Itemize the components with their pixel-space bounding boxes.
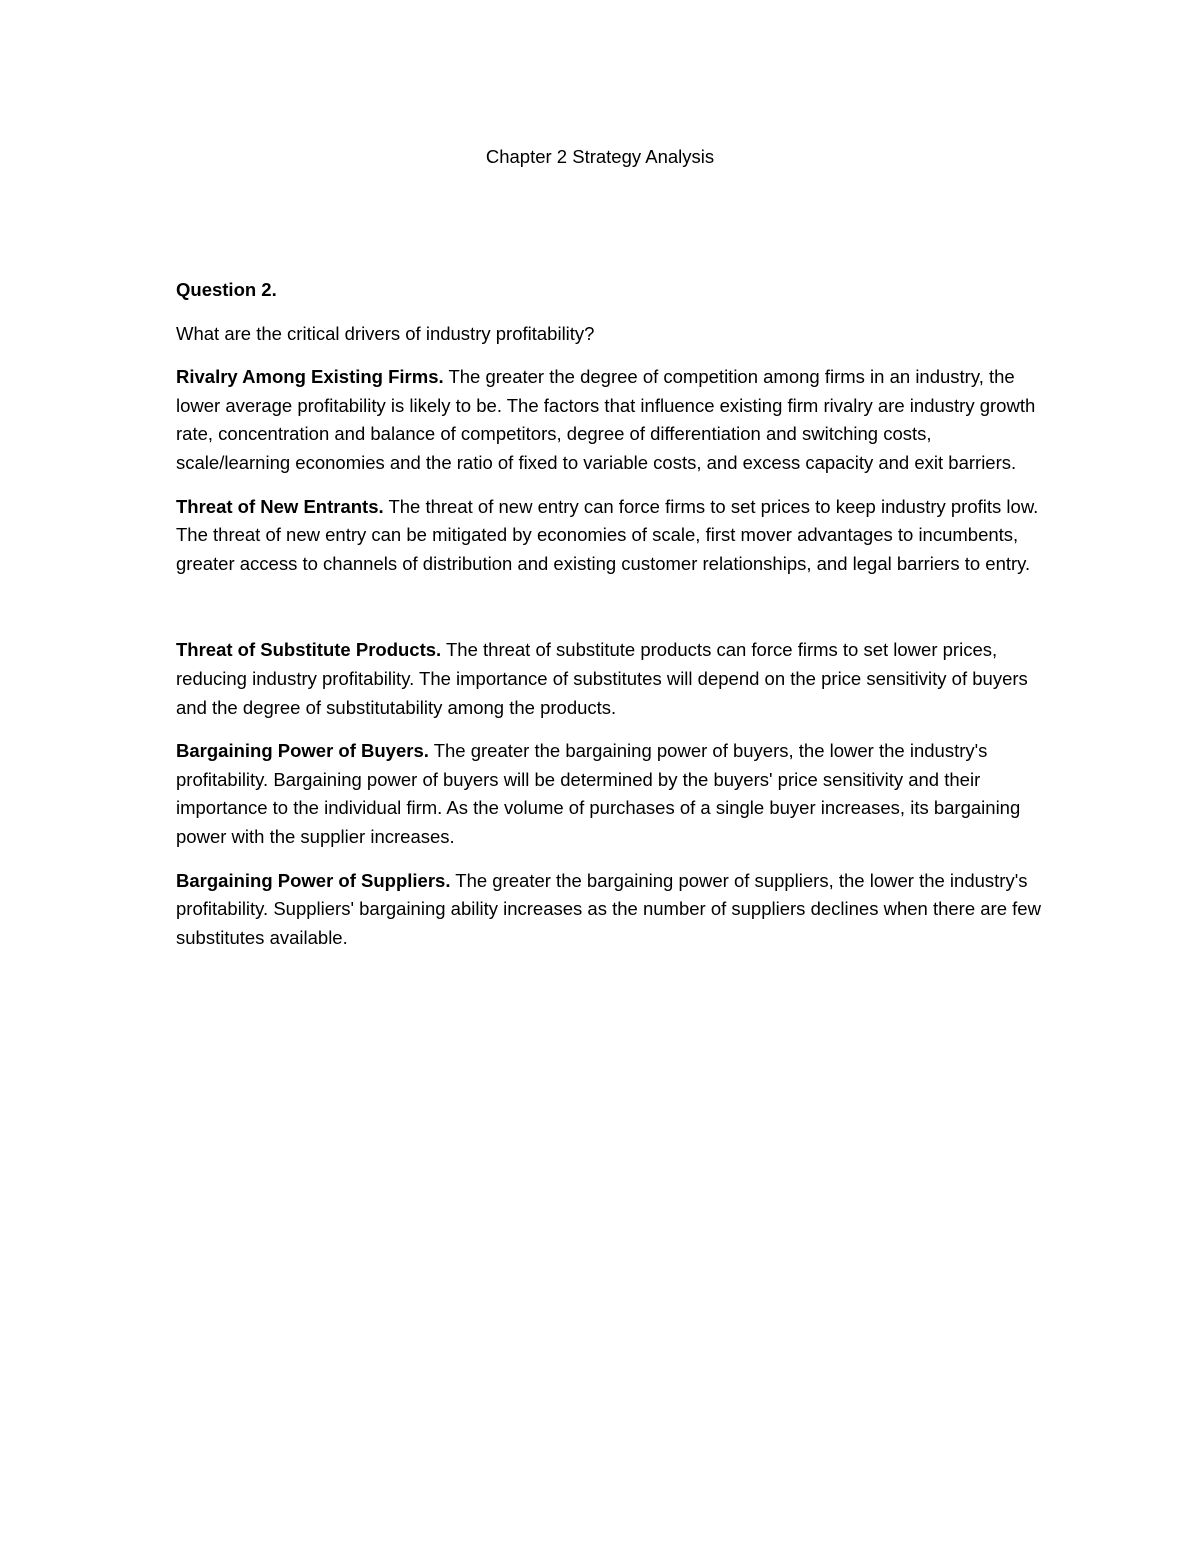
paragraph-body: The greater the degree of competition among firms in an industry, the lower average profitability is likely to be. The factors that influence existing firm rivalry are industry growth rate, concentration and balance of competitors, degree of differentiation and switching costs, scale/learning economies and the ratio of fixed to variable costs, and excess capacity and exit barriers. [176,366,1036,473]
paragraph-body: The threat of new entry can force firms to set prices to keep industry profits low. The threat of new entry can be mitigated by economies of scale, first mover advantages to incumbents, greater access to channels of distribution and existing customer relationships, and legal barriers to entry. [176,495,1039,574]
paragraph-body: The threat of substitute products can force firms to set lower prices, reducing industry profitability. The importance of substitutes will depend on the price sensitivity of buyers and the degree of substitutability among the products. [176,639,1028,718]
paragraph-heading: Bargaining Power of Suppliers. [176,869,451,891]
question-label: Question 2. [176,279,277,300]
paragraph-suppliers [176,867,1046,953]
document-body [176,276,1046,967]
paragraph-rivalry [176,363,1046,477]
paragraph-body: The greater the bargaining power of buyers, the lower the industry's profitability. Bargaining power of buyers will be determined by the buyers' price sensitivity and their importance to the individual firm. As the volume of purchases of a single buyer increases, its bargaining power with the supplier increases. [176,740,1021,847]
paragraph-heading: Threat of Substitute Products. [176,639,442,661]
paragraph-heading: Threat of New Entrants. [176,495,384,517]
paragraph-new-entrants [176,493,1046,579]
paragraph-substitutes [176,636,1046,722]
paragraph-heading: Rivalry Among Existing Firms. [176,366,444,388]
paragraph-buyers [176,737,1046,851]
page-title: Chapter 2 Strategy Analysis [485,146,715,167]
paragraph-heading: Bargaining Power of Buyers. [176,740,429,762]
question-text: What are the critical drivers of industry profitability? [176,322,595,344]
paragraph-body: The greater the bargaining power of suppliers, the lower the industry's profitability. Suppliers' bargaining ability increases as the number of suppliers declines when there are few substitutes available. [176,869,1041,948]
